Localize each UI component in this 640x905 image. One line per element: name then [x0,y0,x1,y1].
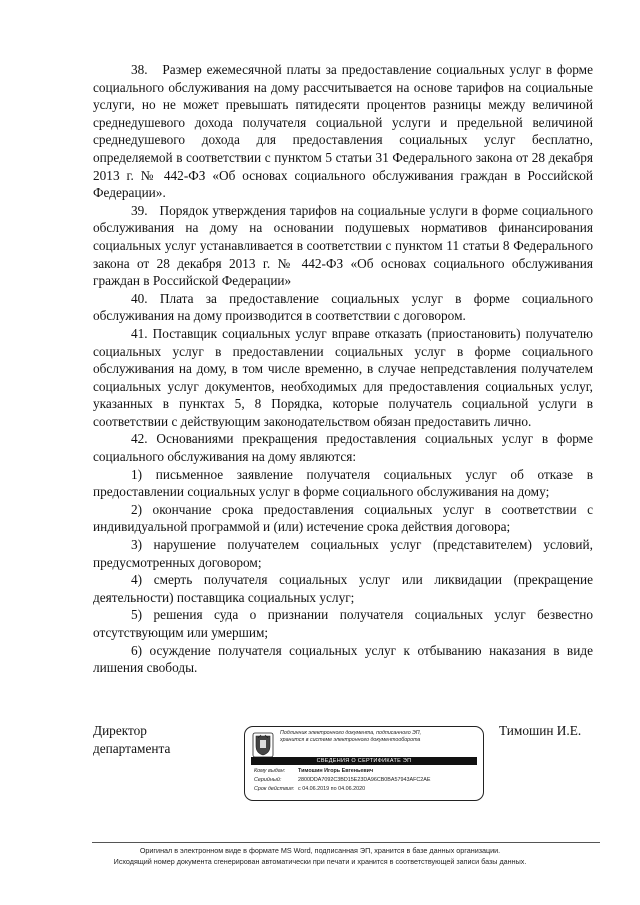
stamp-validity-row [254,786,365,793]
validity-label: Срок действия: [254,786,295,792]
footer-divider [92,842,600,843]
list-item-2: 2) окончание срока предоставления социальных услуг в соответствии с индивидуальной программой и (или) истечение срока действия договора; [93,501,593,535]
list-item-3: 3) нарушение получателем социальных услуг (представителем) условий, предусмотренных договором; [93,537,593,570]
paragraph-40: 40. Плата за предоставление социальных услуг в форме социального обслуживания на дому производится в соответствии с договором. [93,290,593,324]
stamp-header-line-1: Подлинник электронного документа, подписанного ЭП, [280,730,422,736]
footer-line-2: Исходящий номер документа сгенерирован автоматически при печати и хранится в соответствующей записи базы данных. [113,857,527,866]
serial-value: 2800DDA7092C3BD15E23DA96CB0BA57943AFC2AE [298,777,431,783]
coat-of-arms-icon [252,732,274,758]
stamp-issued-row [254,768,373,775]
position-line-2: департамента [93,741,171,756]
signatory-position [93,722,170,758]
footer-line-1: Оригинал в электронном виде в формате MS Word, подписанная ЭП, хранится в базе данных организации. [139,846,501,855]
paragraph-38: 38. Размер ежемесячной платы за предоставление социальных услуг в форме социального обслуживания на дому рассчитывается на основе тарифов на социальные услуги, но не может превышать пятидесяти процентов разницы между величиной среднедушевого дохода получателя социальной услуги и предельной величиной среднедушевого дохода для предоставления социальных услуг бесплатно, определяемой в соответствии с пунктом 5 статьи 31 Федерального закона от 28 декабря 2013 г. № 442-ФЗ «Об основах социального обслуживания граждан в Российской Федерации». [93,62,593,201]
paragraph-42: 42. Основаниями прекращения предоставления социальных услуг в форме социального обслуживания на дому являются: [93,431,593,465]
electronic-signature-stamp [244,726,484,801]
list-item-6: 6) осуждение получателя социальных услуг к отбыванию наказания в виде лишения свободы. [93,642,593,676]
paragraph-41: 41. Поставщик социальных услуг вправе отказать (приостановить) получателю социальных услуг в предоставлении социальных услуг в форме социального обслуживания на дому, в том числе временно, в случае непредставления получателем социальных услуг документов, необходимых для предоставления социальных услуг, указанных в пунктах 5, 8 Порядка, которые получатель социальной услуги в соответствии с действующим законодательством обязан предоставить лично. [93,325,593,429]
stamp-header-line-2: хранится в системе электронного документооборота [280,737,421,743]
issued-value: Тимошин Игорь Евгеньевич [298,768,374,774]
stamp-title: СВЕДЕНИЯ О СЕРТИФИКАТЕ ЭП [251,757,477,765]
stamp-serial-row [254,777,430,784]
paragraph-39: 39. Порядок утверждения тарифов на социальные услуги в форме социального обслуживания на дому на основании подушевых нормативов финансирования социальных услуг устанавливается в соответствии с пунктом 11 статьи 8 Федерального закона от 28 декабря 2013 г. № 442-ФЗ «Об основах социального обслуживания граждан в Российской Федерации» [93,202,593,289]
list-item-4: 4) смерть получателя социальных услуг или ликвидации (прекращение деятельности) поставщика социальных услуг; [93,572,593,605]
validity-value: с 04.06.2019 по 04.06.2020 [298,786,366,792]
list-item-1: 1) письменное заявление получателя социальных услуг об отказе в предоставлении социальных услуг в форме социального обслуживания на дому; [93,466,593,500]
document-body [93,61,593,677]
signatory-name: Тимошин И.Е. [499,723,582,738]
serial-label: Серийный: [254,777,282,783]
issued-label: Кому выдан: [254,768,286,774]
stamp-header [280,730,480,744]
list-item-5: 5) решения суда о признании получателя социальных услуг безвестно отсутствующим или умершим; [93,607,593,640]
position-line-1: Директор [93,723,147,738]
